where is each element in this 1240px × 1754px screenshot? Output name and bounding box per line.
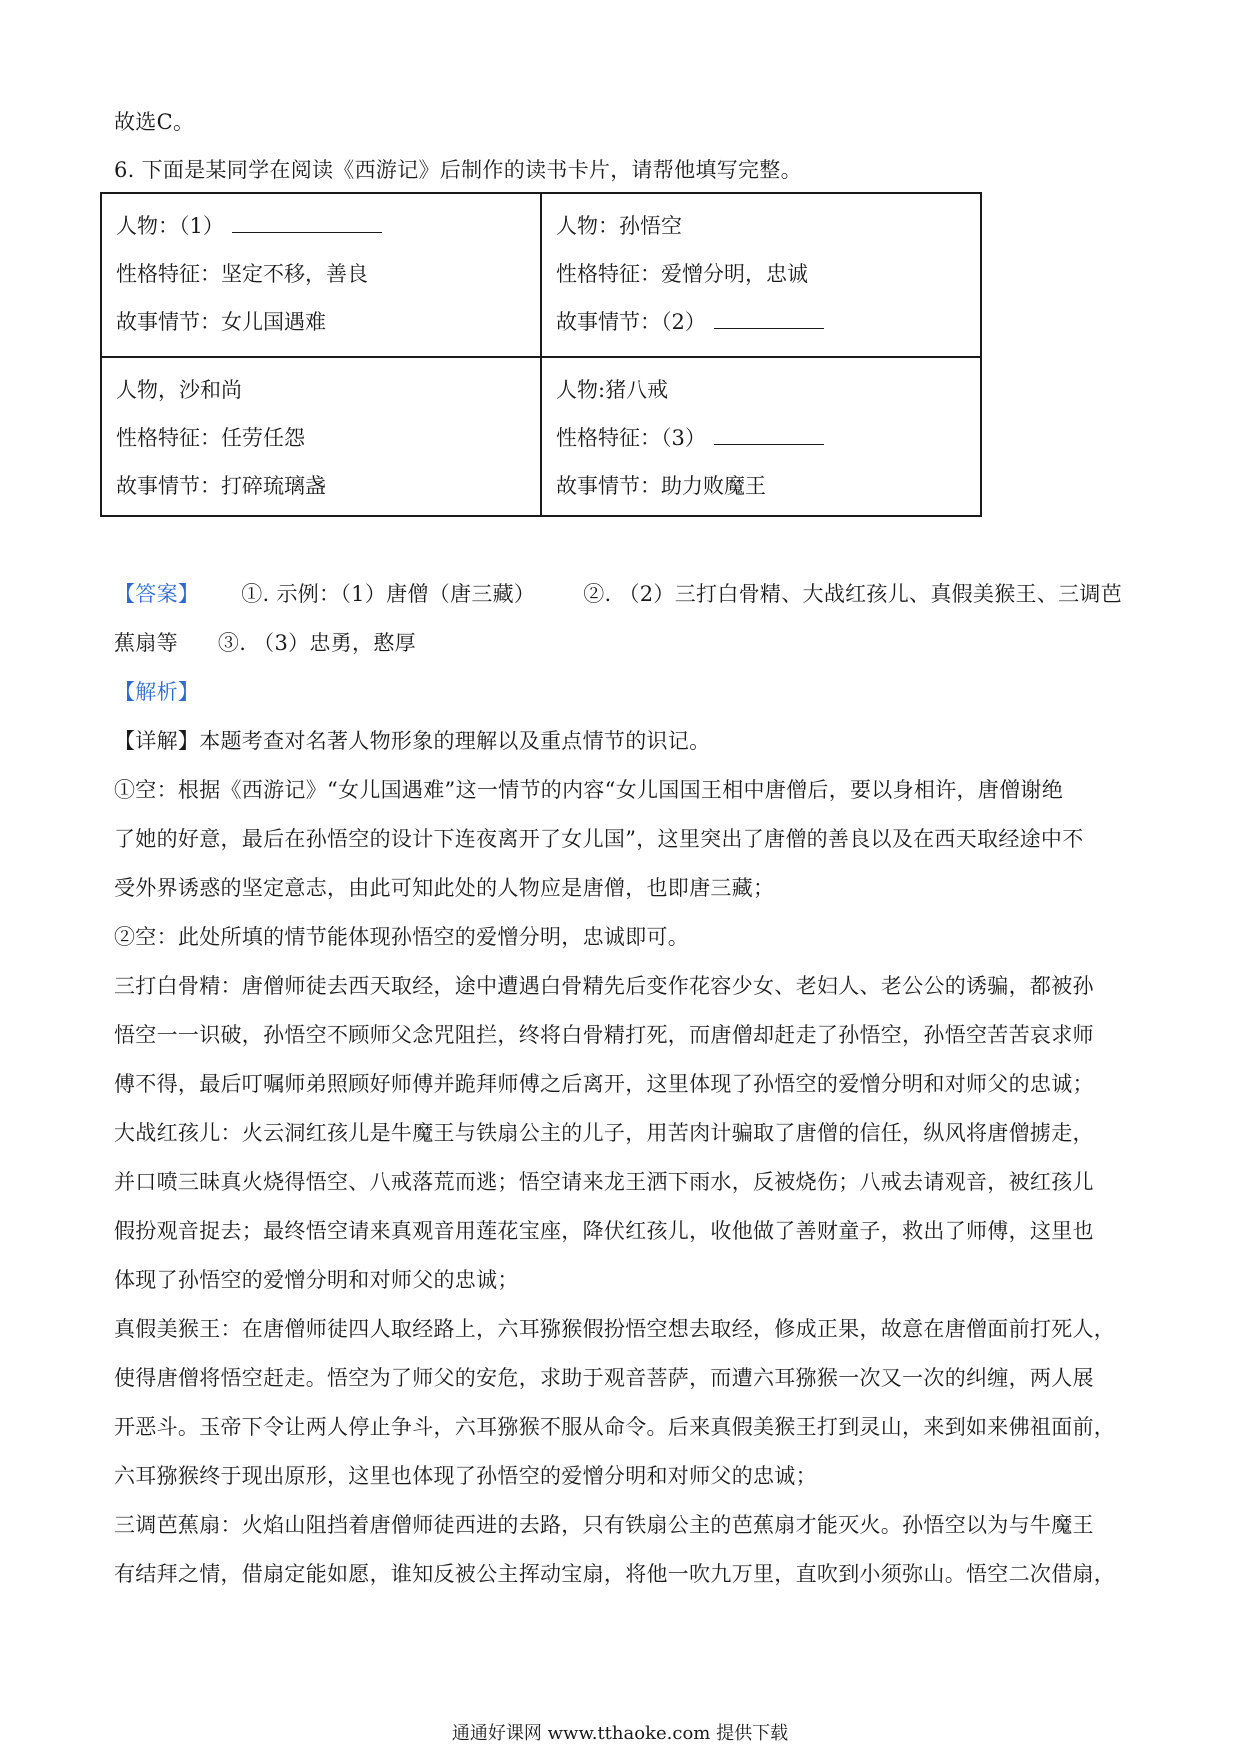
paragraph-line: 有结拜之情，借扇定能如愿，谁知反被公主挥动宝扇，将他一吹九万里，直吹到小须弥山。悟空二次借扇， <box>114 1562 1116 1586</box>
card-name-row <box>116 212 382 240</box>
paragraph-line: 【详解】本题考查对名著人物形象的理解以及重点情节的识记。 <box>114 729 711 753</box>
answer-part-2-continued: 蕉扇等 <box>114 631 178 655</box>
reading-card-table <box>100 192 982 517</box>
card-sha-heshang <box>102 358 540 515</box>
answer-line-2 <box>114 629 416 657</box>
answer-line-1 <box>114 580 1122 608</box>
paragraph-line: 受外界诱惑的坚定意志，由此可知此处的人物应是唐僧，也即唐三藏； <box>114 876 775 900</box>
card-name: 人物：（1） <box>116 214 224 238</box>
paragraph-line: 体现了孙悟空的爱憎分明和对师父的忠诚； <box>114 1268 519 1292</box>
card-trait-row <box>556 424 824 452</box>
paragraph-line: 假扮观音捉去；最终悟空请来真观音用莲花宝座，降伏红孩儿，收他做了善财童子，救出了师傅，这里也 <box>114 1219 1094 1243</box>
paragraph-line: ②空：此处所填的情节能体现孙悟空的爱憎分明，忠诚即可。 <box>114 925 690 949</box>
answer-tag: 【答案】 <box>114 582 200 606</box>
card-plot: 故事情节：助力败魔王 <box>556 474 766 498</box>
card-name: 人物：孙悟空 <box>556 214 682 238</box>
card-trait: 性格特征：（3） <box>556 426 706 450</box>
paragraph-line: 三打白骨精：唐僧师徒去西天取经，途中遭遇白骨精先后变作花容少女、老妇人、老公公的诱骗，都被孙 <box>114 974 1094 998</box>
card-trait: 性格特征：坚定不移，善良 <box>116 262 368 286</box>
card-name: 人物:猪八戒 <box>556 378 669 402</box>
paragraph-line: 使得唐僧将悟空赶走。悟空为了师父的安危，求助于观音菩萨，而遭六耳猕猴一次又一次的纠缠，两人展 <box>114 1366 1094 1390</box>
card-plot: 故事情节：打碎琉璃盏 <box>116 474 326 498</box>
paragraph-line: 三调芭蕉扇：火焰山阻挡着唐僧师徒西进的去路，只有铁扇公主的芭蕉扇才能灭火。孙悟空以为与牛魔王 <box>114 1513 1094 1537</box>
card-zhu-bajie <box>542 358 980 515</box>
answer-blank-1[interactable] <box>232 212 382 233</box>
answer-blank-3[interactable] <box>714 424 824 445</box>
card-plot-row <box>556 308 824 336</box>
card-plot: 故事情节：（2） <box>556 310 706 334</box>
answer-part-1: ①. 示例：（1）唐僧（唐三藏） <box>241 582 536 606</box>
question-text: 6. 下面是某同学在阅读《西游记》后制作的读书卡片，请帮他填写完整。 <box>114 158 802 182</box>
paragraph-line: 开恶斗。玉帝下令让两人停止争斗，六耳猕猴不服从命令。后来真假美猴王打到灵山，来到如来佛祖面前， <box>114 1415 1116 1439</box>
page-footer: 通通好课网 www.tthaoke.com 提供下载 <box>451 1723 789 1744</box>
analysis-tag: 【解析】 <box>114 680 200 704</box>
paragraph-line: 了她的好意，最后在孙悟空的设计下连夜离开了女儿国”，这里突出了唐僧的善良以及在西天取经途中不 <box>114 827 1084 851</box>
answer-part-3: ③. （3）忠勇，憨厚 <box>217 631 416 655</box>
paragraph-line: 悟空一一识破，孙悟空不顾师父念咒阻拦，终将白骨精打死，而唐僧却赶走了孙悟空，孙悟空苦苦哀求师 <box>114 1023 1094 1047</box>
card-tang-seng <box>102 194 540 356</box>
card-plot: 故事情节：女儿国遇难 <box>116 310 326 334</box>
paragraph-line: 傅不得，最后叮嘱师弟照顾好师傅并跪拜师傅之后离开，这里体现了孙悟空的爱憎分明和对师父的忠诚； <box>114 1072 1094 1096</box>
card-trait: 性格特征：任劳任怨 <box>116 426 305 450</box>
card-sun-wukong <box>542 194 980 356</box>
paragraph-line: ①空：根据《西游记》“女儿国遇难”这一情节的内容“女儿国国王相中唐僧后，要以身相许，唐僧谢绝 <box>114 778 1064 802</box>
paragraph-line: 真假美猴王：在唐僧师徒四人取经路上，六耳猕猴假扮悟空想去取经，修成正果，故意在唐僧面前打死人， <box>114 1317 1116 1341</box>
top-line: 故选C。 <box>114 110 195 134</box>
answer-blank-2[interactable] <box>714 308 824 329</box>
paragraph-line: 六耳猕猴终于现出原形，这里也体现了孙悟空的爱憎分明和对师父的忠诚； <box>114 1464 817 1488</box>
card-name: 人物，沙和尚 <box>116 378 242 402</box>
paragraph-line: 并口喷三昧真火烧得悟空、八戒落荒而逃；悟空请来龙王洒下雨水，反被烧伤；八戒去请观音，被红孩儿 <box>114 1170 1094 1194</box>
answer-part-2: ②. （2）三打白骨精、大战红孩儿、真假美猴王、三调芭 <box>583 582 1123 606</box>
paragraph-line: 大战红孩儿：火云洞红孩儿是牛魔王与铁扇公主的儿子，用苦肉计骗取了唐僧的信任，纵风将唐僧掳走， <box>114 1121 1094 1145</box>
card-trait: 性格特征：爱憎分明，忠诚 <box>556 262 808 286</box>
